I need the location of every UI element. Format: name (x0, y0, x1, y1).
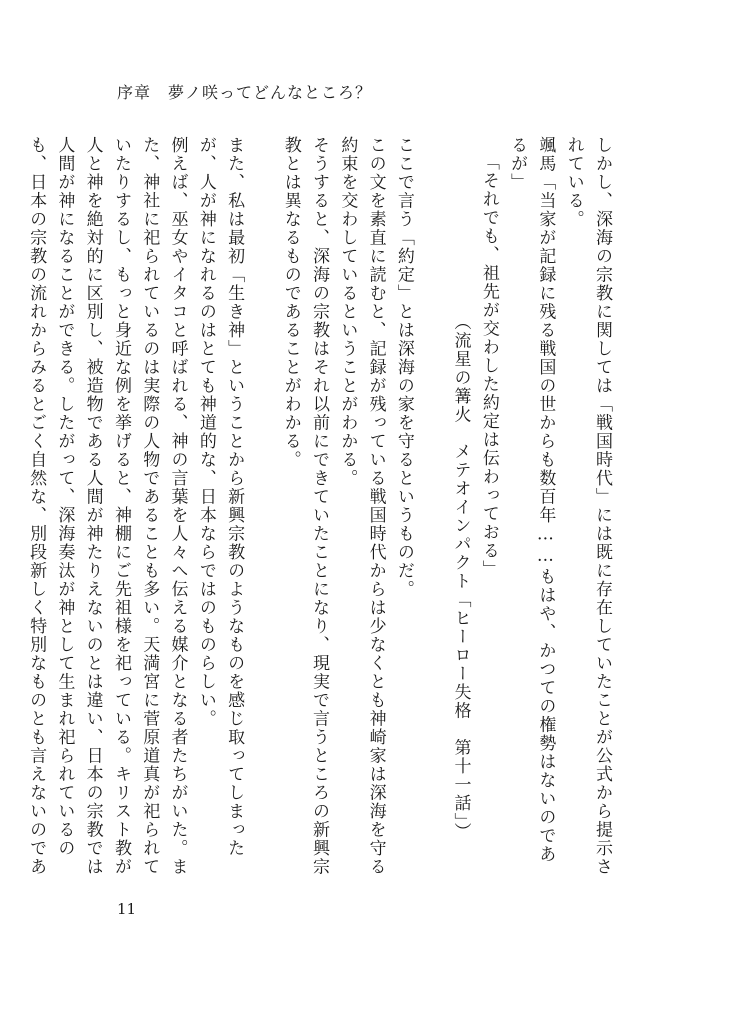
paragraph: この文を素直に読むと、記録が残っている戦国時代からは少なくとも神崎家は深海を守る約束を交わしているということがわかる。 (337, 136, 386, 876)
quote-line: 「それでも、祖先が交わした約定は伝わっておる」 (478, 153, 499, 579)
blank-line (418, 136, 446, 881)
page-number: 11 (117, 900, 137, 918)
paragraph: また、私は最初「生き神」ということから新興宗教のようなものを感じ取ってしまったが、人が神になれるのはとても神道的な、日本ならではのものらしい。 (195, 136, 245, 858)
blank-line (248, 136, 276, 881)
page-body (26, 136, 616, 881)
paragraph: ここで言う「約定」とは深海の家を守るというものだ。 (393, 136, 414, 599)
paragraph: しかし、深海の宗教に関しては「戦国時代」には既に存在していたことが公式から提示されている。 (563, 136, 612, 876)
paragraph: そうすると、深海の宗教はそれ以前にできていたことになり、現実で言うところの新興宗教とは異なるものであることがわかる。 (280, 136, 330, 876)
paragraph: 例えば、巫女やイタコと呼ばれる、神の言葉を人々へ伝える媒介となる者たちがいた。また、神社に祀られているのは実際の人物であることも多い。天満宮に菅原道真が祀られていたりするし、もっと身近な例を挙げると、神棚にご先祖様を祀っている。キリスト教が人と神を絶対的に区別し、被造物である人間が神たりえないのとは違い、日本の宗教では人間が神になることができる。したがって、深海奏汰が神として生まれ祀られているのも、日本の宗教の流れからみるとごく自然な、別段新しく特別なものとも言えないのであ (26, 136, 188, 876)
running-header: 序章 夢ノ咲ってどんなところ？ (117, 83, 373, 102)
quote-line: 颯馬「当家が記録に残る戦国の世からも数百年……もはや、かつての権勢はないのであるが」 (507, 136, 556, 864)
citation: （流星の篝火 メテオインパクト「ヒーロー失格 第十一話」） (450, 312, 471, 841)
